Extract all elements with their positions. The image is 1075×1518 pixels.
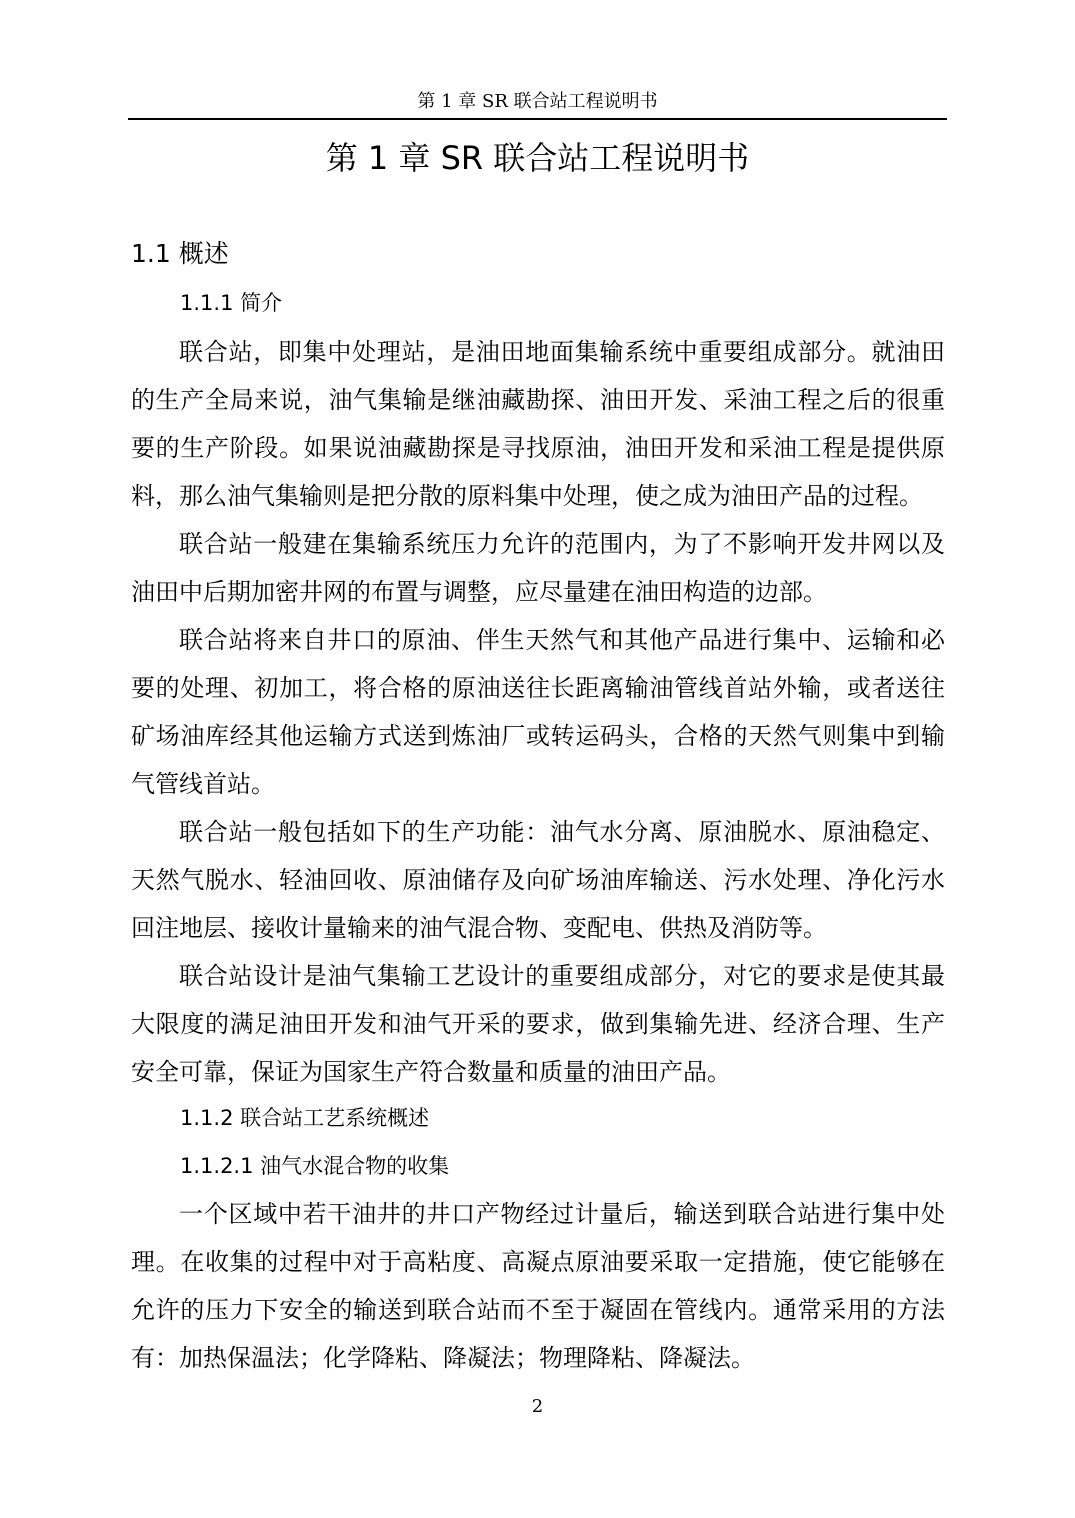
subsection-title-1-1-1: 1.1.1 简介 [180,291,283,315]
paragraph: 联合站一般建在集输系统压力允许的范围内，为了不影响开发井网以及油田中后期加密井网的布置与调整，应尽量建在油田构造的边部。 [131,530,945,606]
paragraph: 联合站，即集中处理站，是油田地面集输系统中重要组成部分。就油田的生产全局来说，油气集输是继油藏勘探、油田开发、采油工程之后的很重要的生产阶段。如果说油藏勘探是寻找原油，油田开发和采油工程是提供原料，那么油气集输则是把分散的原料集中处理，使之成为油田产品的过程。 [131,338,945,510]
section-title-1-1: 1.1 概述 [131,239,229,268]
subsection-title-1-1-2: 1.1.2 联合站工艺系统概述 [180,1106,430,1130]
running-header: 第 1 章 SR 联合站工程说明书 [417,91,658,112]
subsection-title-1-1-2-1: 1.1.2.1 油气水混合物的收集 [180,1154,450,1178]
paragraph: 一个区域中若干油井的井口产物经过计量后，输送到联合站进行集中处理。在收集的过程中对于高粘度、高凝点原油要采取一定措施，使它能够在允许的压力下安全的输送到联合站而不至于凝固在管线内。通常采用的方法有：加热保温法；化学降粘、降凝法；物理降粘、降凝法。 [131,1200,945,1372]
header-rule [128,118,947,120]
page-number: 2 [531,1396,544,1417]
body-text-1-1-2-1 [131,1190,945,1382]
chapter-title: 第 1 章 SR 联合站工程说明书 [325,139,750,177]
body-text-1-1-1 [131,328,945,1096]
paragraph: 联合站一般包括如下的生产功能：油气水分离、原油脱水、原油稳定、天然气脱水、轻油回收、原油储存及向矿场油库输送、污水处理、净化污水回注地层、接收计量输来的油气混合物、变配电、供热及消防等。 [131,818,945,942]
paragraph: 联合站将来自井口的原油、伴生天然气和其他产品进行集中、运输和必要的处理、初加工，将合格的原油送往长距离输油管线首站外输，或者送往矿场油库经其他运输方式送到炼油厂或转运码头，合格的天然气则集中到输气管线首站。 [131,626,945,798]
paragraph: 联合站设计是油气集输工艺设计的重要组成部分，对它的要求是使其最大限度的满足油田开发和油气开采的要求，做到集输先进、经济合理、生产安全可靠，保证为国家生产符合数量和质量的油田产品。 [131,962,945,1086]
